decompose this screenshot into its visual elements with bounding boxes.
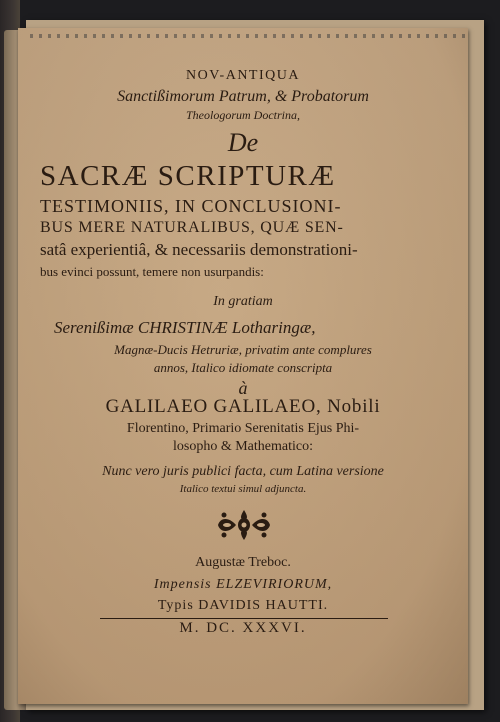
imprint-rule [100,618,388,619]
page-top-edge [30,34,470,38]
body-line: satâ experientiâ, & necessariis demonstrationi- [40,240,358,259]
imprint-publisher: Impensis ELZEVIRIORUM, [153,577,333,592]
imprint-printer: Typis DAVIDIS HAUTTI. [157,598,329,613]
author-name: GALILAEO GALILAEO, Nobili [105,396,381,417]
heading-line: BUS MERE NATURALIBUS, QUÆ SEN- [40,219,344,236]
subtitle-line: De [227,128,259,157]
title-page [18,28,468,704]
dedication-line: In gratiam [213,294,273,309]
subtitle-line: Sanctißimorum Patrum, & Probatorum [117,88,369,105]
author-preposition: à [238,378,248,398]
imprint-year: M. DC. XXXVI. [179,620,307,636]
author-line: Florentino, Primario Serenitatis Ejus Phi- [126,421,360,436]
heading-line: TESTIMONIIS, IN CONCLUSIONI- [40,196,342,216]
dedication-line: annos, Italico idiomate conscripta [153,360,333,375]
dedication-line: Magnæ-Ducis Hetruriæ, privatim ante complures [114,342,372,357]
author-line: losopho & Mathematico: [173,439,313,454]
edition-note: Italico textui simul adjuncta. [179,483,307,495]
imprint-place: Augustæ Treboc. [195,555,291,570]
work-title: NOV-ANTIQUA [186,68,300,83]
main-heading: SACRÆ SCRIPTURÆ [40,160,336,192]
body-line: bus evinci possunt, temere non usurpandis: [40,264,264,279]
subtitle-line: Theologorum Doctrina, [186,108,300,122]
printers-fleuron-icon [214,506,274,544]
dedication-line: Serenißimæ CHRISTINÆ Lotharingæ, [54,318,316,337]
edition-note: Nunc vero juris publici facta, cum Latina versione [102,464,384,479]
